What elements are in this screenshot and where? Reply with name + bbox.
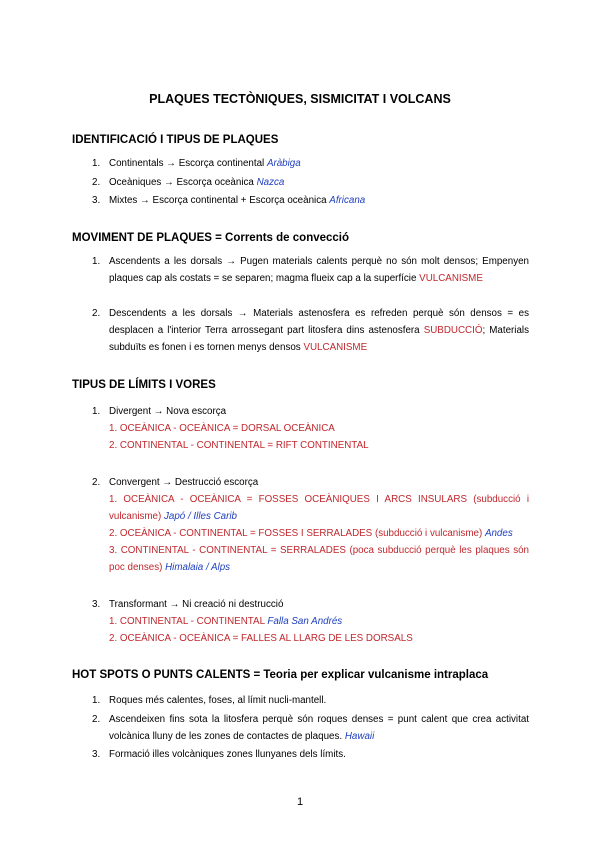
list-item: 1. Continentals → Escorça continental Aràbiga — [92, 158, 301, 169]
page-title: PLAQUES TECTÒNIQUES, SISMICITAT I VOLCANS — [149, 92, 451, 106]
section-heading-identificacio: IDENTIFICACIÓ I TIPUS DE PLAQUES — [72, 134, 279, 146]
list-item: 2. Descendents a les dorsals → Materials astenosfera es refreden perquè són densos = es desplacen a l'interior Terra arrossegant part litosfera dins astenosfera SUBDUCCIÓ; Materials subduïts es fonen i es tornen menys densos VULCANISME — [92, 308, 529, 353]
list-item: 2. Convergent → Destrucció escorça 1. OCEÀNICA - OCEÀNICA = FOSSES OCEÀNIQUES I ARCS INSULARS (subducció i vulcanisme) Japó / Illes Carib 2. OCEÀNICA - CONTINENTAL = FOSSES I SERRALADES (subducció i vulcanisme) Andes 3. CONTINENTAL - CONTINENTAL = SERRALADES (poca subducció perquè les plaques són poc denses) Himalaia / Alps — [92, 474, 529, 576]
example-text: Falla San Andrés — [267, 616, 343, 627]
list-item: 3. Formació illes volcàniques zones llunyanes dels límits. — [92, 749, 346, 760]
example-text: Andes — [484, 528, 513, 539]
list-item: 3. Transformant → Ni creació ni destrucció 1. CONTINENTAL - CONTINENTAL Falla San Andrés 2. OCEÀNICA - OCEÀNICA = FALLES AL LLARG DE LES DORSALS — [92, 596, 529, 647]
section-heading-moviment: MOVIMENT DE PLAQUES = Corrents de convecció — [72, 232, 350, 244]
list-item: 2. Ascendeixen fins sota la litosfera perquè són roques denses = punt calent que crea activitat volcànica lluny de les zones de contactes de plaques. Hawaii — [92, 714, 529, 742]
example-text: Himalaia / Alps — [165, 562, 231, 573]
highlight-text: VULCANISME — [303, 342, 368, 353]
example-text: Africana — [329, 195, 366, 206]
sub-item: 1. CONTINENTAL - CONTINENTAL Falla San Andrés — [109, 616, 343, 627]
sub-item: 2. OCEÀNICA - OCEÀNICA = FALLES AL LLARG DE LES DORSALS — [109, 633, 413, 644]
sub-item: 2. CONTINENTAL - CONTINENTAL = RIFT CONTINENTAL — [109, 440, 369, 451]
example-text: Nazca — [256, 177, 285, 188]
highlight-text: SUBDUCCIÓ — [423, 325, 483, 336]
list-item: 2. Oceàniques → Escorça oceànica Nazca — [92, 177, 285, 188]
page-number: 1 — [296, 796, 304, 808]
sub-item: 1. OCEÀNICA - OCEÀNICA = FOSSES OCEÀNIQUES I ARCS INSULARS (subducció i vulcanisme) Japó / Illes Carib — [109, 494, 529, 522]
example-text: Japó / Illes Carib — [164, 511, 237, 522]
highlight-text: VULCANISME — [419, 273, 483, 284]
list-item: 1. Roques més calentes, foses, al límit nucli-mantell. — [92, 695, 327, 706]
section-heading-hotspots: HOT SPOTS O PUNTS CALENTS = Teoria per explicar vulcanisme intraplaca — [72, 669, 489, 681]
list-item: 1. Divergent → Nova escorça 1. OCEÀNICA - OCEÀNICA = DORSAL OCEÀNICA 2. CONTINENTAL - CONTINENTAL = RIFT CONTINENTAL — [92, 403, 529, 454]
section-heading-limits: TIPUS DE LÍMITS I VORES — [72, 379, 216, 391]
example-text: Aràbiga — [266, 158, 301, 169]
sub-item: 2. OCEÀNICA - CONTINENTAL = FOSSES I SERRALADES (subducció i vulcanisme) Andes — [109, 528, 513, 539]
sub-item: 3. CONTINENTAL - CONTINENTAL = SERRALADES (poca subducció perquè les plaques són poc denses) Himalaia / Alps — [109, 545, 529, 573]
list-item: 1. Ascendents a les dorsals → Pugen materials calents perquè no són molt densos; Empenyen plaques cap als costats = se separen; magma flueix cap a la superfície VULCANISME — [92, 256, 529, 284]
list-item: 3. Mixtes → Escorça continental + Escorça oceànica Africana — [92, 195, 366, 206]
example-text: Hawaii — [344, 731, 375, 742]
sub-item: 1. OCEÀNICA - OCEÀNICA = DORSAL OCEÀNICA — [109, 423, 335, 434]
